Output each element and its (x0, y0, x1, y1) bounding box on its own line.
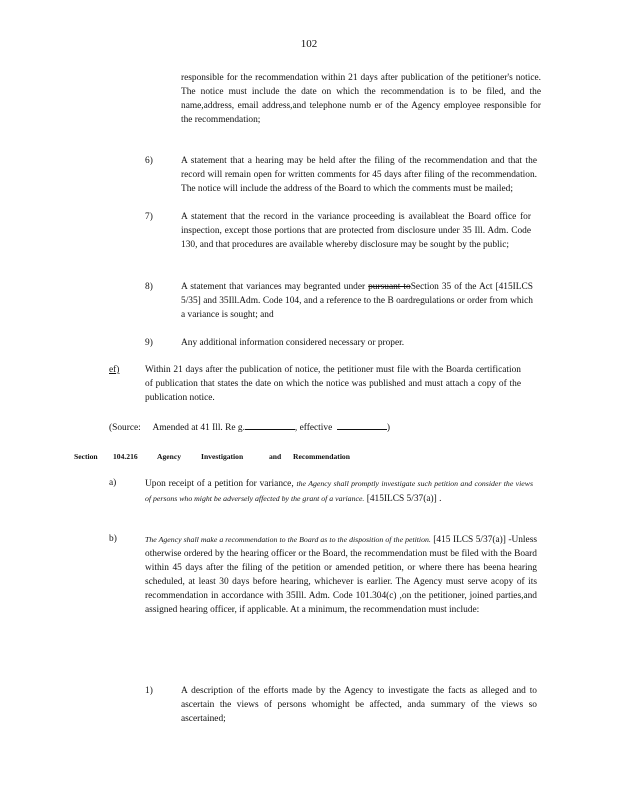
section-number: 104.216 (113, 452, 138, 461)
item-8-text-part1: A statement that variances may begranted under (181, 282, 369, 292)
register-blank (245, 420, 295, 430)
subsection-a-text-part1: Upon receipt of a petition for variance, (145, 479, 297, 489)
page-number: 102 (300, 38, 318, 50)
effective-date-blank (337, 420, 387, 430)
subsection-a-statutory-italic: the Agency shall promptly investigate such petition and consider the views of persons who might be adversely affected by the grant of a variance. (145, 479, 533, 503)
section-title-word-2: Investigation (201, 452, 244, 461)
item-ef-text: Within 21 days after the publication of notice, the petitioner must file with the Boarda certification of publication that states the date on which the notice was published and must attach a copy of the publication notice. (145, 365, 521, 403)
item-9-text: Any additional information considered necessary or proper. (181, 338, 405, 348)
subsection-b-text (145, 533, 537, 617)
subsection-b1-number: 1) (145, 686, 153, 696)
subsection-a-number: a) (109, 478, 117, 488)
subsection-a-citation: [415ILCS 5/37(a)] . (364, 493, 442, 504)
source-note (109, 420, 469, 436)
source-label: (Source: (109, 423, 141, 433)
item-8-struck-text: pursuant to (368, 282, 411, 292)
section-title-word-4: Recommendation (293, 452, 350, 461)
subsection-b-text-body: [415 ILCS 5/37(a)] -Unless otherwise ordered by the hearing officer or the Board, the recommendation must be filed with the Board within 45 days after the filing of the petition or amended petition, or where there has beena hearing scheduled, at least 30 days before hearing, whichever is earlier. The Agency must serve acopy of its recommendation in accordance with 35Ill. Adm. Code 101.304(c) ,on the petitioner, joined parties,and assigned hearing officer, if applicable. At a minimum, the recommendation must include: (145, 535, 537, 615)
section-label: Section (74, 452, 98, 461)
item-9-number: 9) (145, 338, 153, 348)
item-7-text: A statement that the record in the variance proceeding is availableat the Board office for inspection, except those portions that are protected from disclosure under 35 Ill. Adm. Code 130, and that procedures are available whereby disclosure may be sought by the public; (181, 212, 531, 250)
subsection-b1-text: A description of the efforts made by the Agency to investigate the facts as alleged and to ascertain the views of persons whomight be affected, anda summary of the views so ascertained; (181, 686, 537, 724)
item-8-number: 8) (145, 282, 153, 292)
source-effective: , effective (294, 423, 333, 433)
subsection-b-statutory-italic: The Agency shall make a recommendation to the Board as to the disposition of the petition. (145, 535, 431, 544)
item-6-number: 6) (145, 156, 153, 166)
item-7-number: 7) (145, 212, 153, 222)
item-ef-number: ef) (109, 365, 120, 375)
source-close: ) (386, 423, 391, 433)
item-6-text: A statement that a hearing may be held after the filing of the recommendation and that the record will remain open for written comments for 45 days after filing of the recommendation. The notice will include the address of the Board to which the comments must be mailed; (181, 156, 537, 194)
item-8-text (181, 281, 533, 323)
section-title-word-3: and (269, 452, 282, 461)
source-amended: Amended at 41 Ill. Re g. (152, 423, 245, 433)
continuation-paragraph: responsible for the recommendation within 21 days after publication of the petitioner's notice. The notice must include the date on which the recommendation is to be filed, and the name,address, email address,and telephone numb er of the Agency employee responsible for the recommendation; (181, 73, 541, 125)
item-8-text-part2: Section 35 of the Act [415ILCS 5/35] and 35Ill.Adm. Code 104, and a reference to the B oardregulations or order from which a variance is sought; and (181, 282, 533, 320)
section-title-word-1: Agency (157, 452, 182, 461)
subsection-a-text (145, 477, 533, 507)
subsection-b-number: b) (109, 534, 117, 544)
